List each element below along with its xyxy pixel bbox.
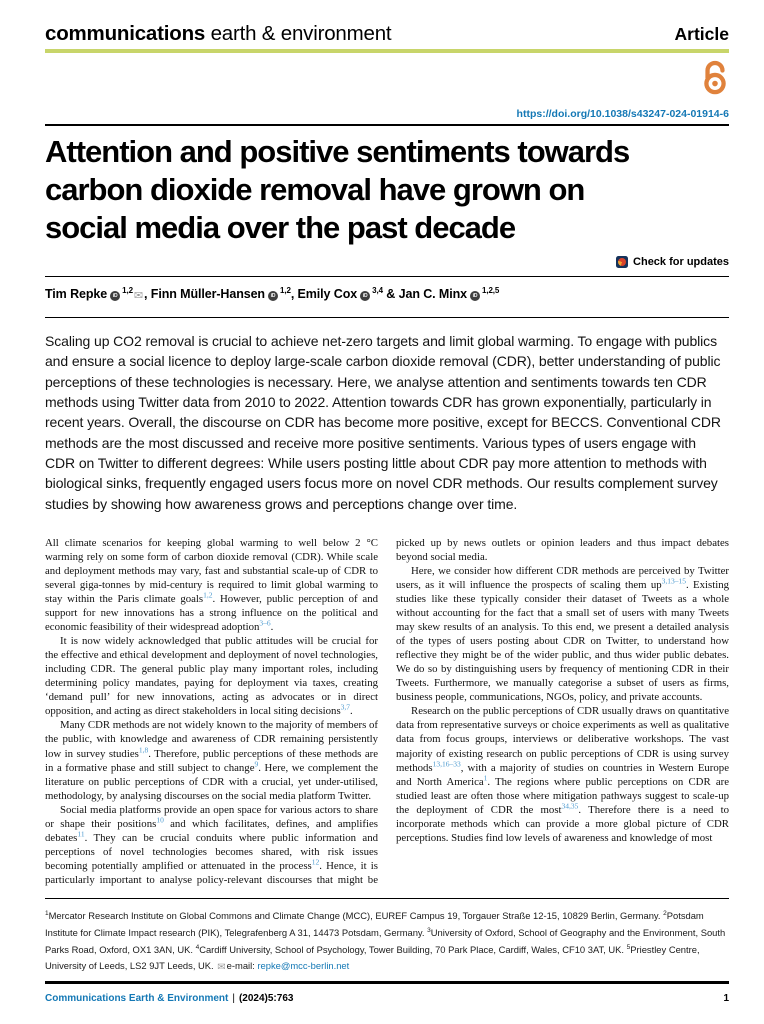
footer-divider: | (232, 993, 235, 1005)
superscript-reference: 1 (483, 773, 488, 783)
superscript-reference: 34,35 (561, 801, 579, 811)
superscript-reference: 3 (427, 927, 431, 935)
abstract-text: Scaling up CO2 removal is crucial to achieve net-zero targets and limit global warming. To engage with publics and ensure a social licence to deploy large-scale carbon dioxide removal (CDR), better understanding of public perceptions of these technologies is necessary. Here, we analyse attention and sentiments towards ten CDR methods using Twitter data from 2010 to 2022. Attention towards CDR has grown exponentially, particularly in recent years. Overall, the discourse on CDR has become more positive, except for BECCS. Conventional CDR methods are the most discussed and receive more positive sentiments. Various types of users engage with CDR on Twitter to different degrees: While users posting little about CDR pay more attention to methods with biological sinks, frequently engaged users focus more on novel CDR methods. Our results complement survey studies by showing how awareness grows and perceptions change over time. (45, 333, 721, 512)
orcid-icon (110, 291, 120, 301)
doi-link[interactable]: https://doi.org/10.1038/s43247-024-01914-6 (516, 108, 729, 120)
author-list: Tim RepkeiD $^{1,2}$ ✉ , Finn Müller-HanseniD $^{1,2}$, Emily CoxiD $^{3,4}$ & Jan C. MinxiD $^{1,2,5}$ (45, 277, 729, 317)
superscript-reference: 2 (663, 909, 667, 917)
body-paragraph: Research on the public perceptions of CDR usually draws on quantitative data from representative surveys or choice experiments as well as qualitative data from focus groups, interviews or deliberative workshops. The vast majority of existing research on public perceptions of CDR is using survey methods$^{13,16-33}$, with a majority of studies on countries in Western Europe and North America$^1$. The regions where public perceptions on CDR are studied least are often those where mitigation pathways suggest to scale-up the deployment of CDR the most$^{34,35}$. Therefore there is a need to incorporate methods which can provide a more global picture of CDR perceptions. Studies find low levels of awareness and knowledge of most (396, 705, 729, 844)
page-footer (45, 984, 729, 1004)
body-text-columns (45, 536, 729, 898)
check-for-updates-label: Check for updates (633, 256, 729, 268)
superscript-reference: 4 (195, 944, 200, 952)
orcid-icon (470, 291, 480, 301)
doi-row (45, 104, 729, 120)
body-paragraph: All climate scenarios for keeping global warming to well below 2 °C warming rely on some form of carbon dioxide removal (CDR). While scale and deployment methods may vary, fast and substantial scale-up of CDR to several giga-tonnes by mid-century is required to limit global warming to stay within the Paris climate goals$^{1,2}$. However, public perception of and support for new innovations has a strong influence on the political and economic feasibility of their widespread adoption$^{3-6}$. (45, 536, 378, 634)
superscript-reference: 1,2 (279, 286, 291, 295)
email-link[interactable]: repke@mcc-berlin.net (257, 959, 350, 971)
superscript-reference: 9 (254, 758, 259, 768)
superscript-reference: 13,16–33 (432, 758, 461, 768)
footer-citation (45, 993, 293, 1004)
article-title (45, 133, 729, 247)
journal-title-bold: communications (45, 22, 206, 45)
crossmark-icon (616, 256, 628, 268)
journal-title-rest: earth & environment (205, 22, 392, 45)
orcid-icon (360, 291, 370, 301)
superscript-reference: 1,2,5 (481, 286, 500, 295)
superscript-reference: 3,13–15 (661, 576, 687, 586)
superscript-reference: 11 (77, 829, 85, 839)
footer-journal-name[interactable]: Communications Earth & Environment (45, 993, 229, 1005)
masthead-rule (45, 49, 729, 53)
superscript-reference: 3–6 (259, 618, 271, 628)
superscript-reference: 12 (311, 857, 320, 867)
body-paragraph: Social media platforms provide an open space for various actors to share or shape their positions$^{10}$ and which facilitates, defines, and amplifies debates$^{11}$. They can be crucial conduits where public information and perceptions of novel technologies becomes shared, with risk issues becoming potentially amplified or attenuated in the process$^{12}$. Hence, it is particularly important to analyse policy-relevant discourses that might be picked up by news outlets or opinion leaders and thus impact debates beyond social media. (45, 536, 729, 886)
body-paragraph: Here, we consider how different CDR methods are perceived by Twitter users, as it will influence the prospects of scaling them up$^{3,13-15}$. Existing studies like these typically consider their dataset of Tweets as a whole without accounting for the fact that a small set of users with many Tweets may skew results of an analysis. To this end, we present a detailed analysis of the types of users posting about CDR on Twitter, to understand how reflective they might be of the wider public, and thus wider public debates. We do so by distinguishing users by frequency of mentioning CDR in their Tweets. Furthermore, we manually categorise a subset of users as firms, business people, communications, NGOs, policy, and private accounts. (396, 564, 729, 704)
superscript-reference: 5 (626, 944, 631, 952)
check-for-updates[interactable] (45, 255, 729, 269)
superscript-reference: 1,2 (203, 590, 213, 600)
envelope-icon (134, 289, 143, 302)
article-title-line-3: social media over the past decade (45, 210, 516, 245)
body-paragraph: Many CDR methods are not widely known to the majority of members of the public, with knowledge and awareness of CDR remaining persistently low in survey studies$^{1,8}$. Therefore, public perceptions of these methods are in a formative phase and still subject to change$^9$. Here, we complement the literature on public perceptions of CDR with a crucial, yet under-utilised, methodology, by analysing discourses on the social media platform Twitter. (45, 719, 378, 802)
article-type-label: Article (674, 24, 729, 44)
open-access-row (45, 59, 729, 95)
article-title-line-1: Attention and positive sentiments towards (45, 134, 630, 169)
footer-citation-text: (2024)5:763 (238, 993, 294, 1005)
superscript-reference: 1 (45, 909, 49, 917)
page-number: 1 (723, 993, 729, 1005)
article-title-line-2: carbon dioxide removal have grown on (45, 172, 585, 207)
title-rule (45, 124, 729, 126)
orcid-icon (268, 291, 278, 301)
superscript-reference: 3,4 (372, 286, 383, 295)
affiliations-footnote: $^1$Mercator Research Institute on Global Commons and Climate Change (MCC), EUREF Campus 19, Torgauer Straße 12-15, 10829 Berlin, Germany. $^2$Potsdam Institute for Climate Impact research (PIK), Telegrafenberg A 31, 14473 Potsdam, Germany. $^3$University of Oxford, School of Geography and the Environment, South Parks Road, Oxford, OX1 3AN, UK. $^4$Cardiff University, School of Psychology, Tower Building, 70 Park Place, Cardiff, Wales, CF10 3AT, UK. $^5$Priestley Centre, University of Leeds, LS2 9JT Leeds, UK. ✉e-mail: repke@mcc-berlin.net (45, 899, 729, 975)
body-paragraph: It is now widely acknowledged that public attitudes will be crucial for the effective and ethical development and deployment of novel technologies, including CDR. The general public play many important roles, including determining policy mandates, paying for deployment via taxes, creating ‘demand pull’ for new innovations, acting as advocates or in direct opposition, and acting as direct stakeholders in local siting decisions$^{3,7}$. (45, 635, 378, 718)
open-access-icon (701, 59, 729, 95)
superscript-reference: 10 (156, 815, 164, 825)
superscript-reference: 1,8 (138, 744, 149, 754)
journal-title (45, 22, 391, 46)
superscript-reference: 1,2 (122, 286, 133, 295)
masthead (45, 22, 729, 46)
superscript-reference: 3,7 (340, 702, 351, 712)
envelope-icon (217, 960, 225, 975)
